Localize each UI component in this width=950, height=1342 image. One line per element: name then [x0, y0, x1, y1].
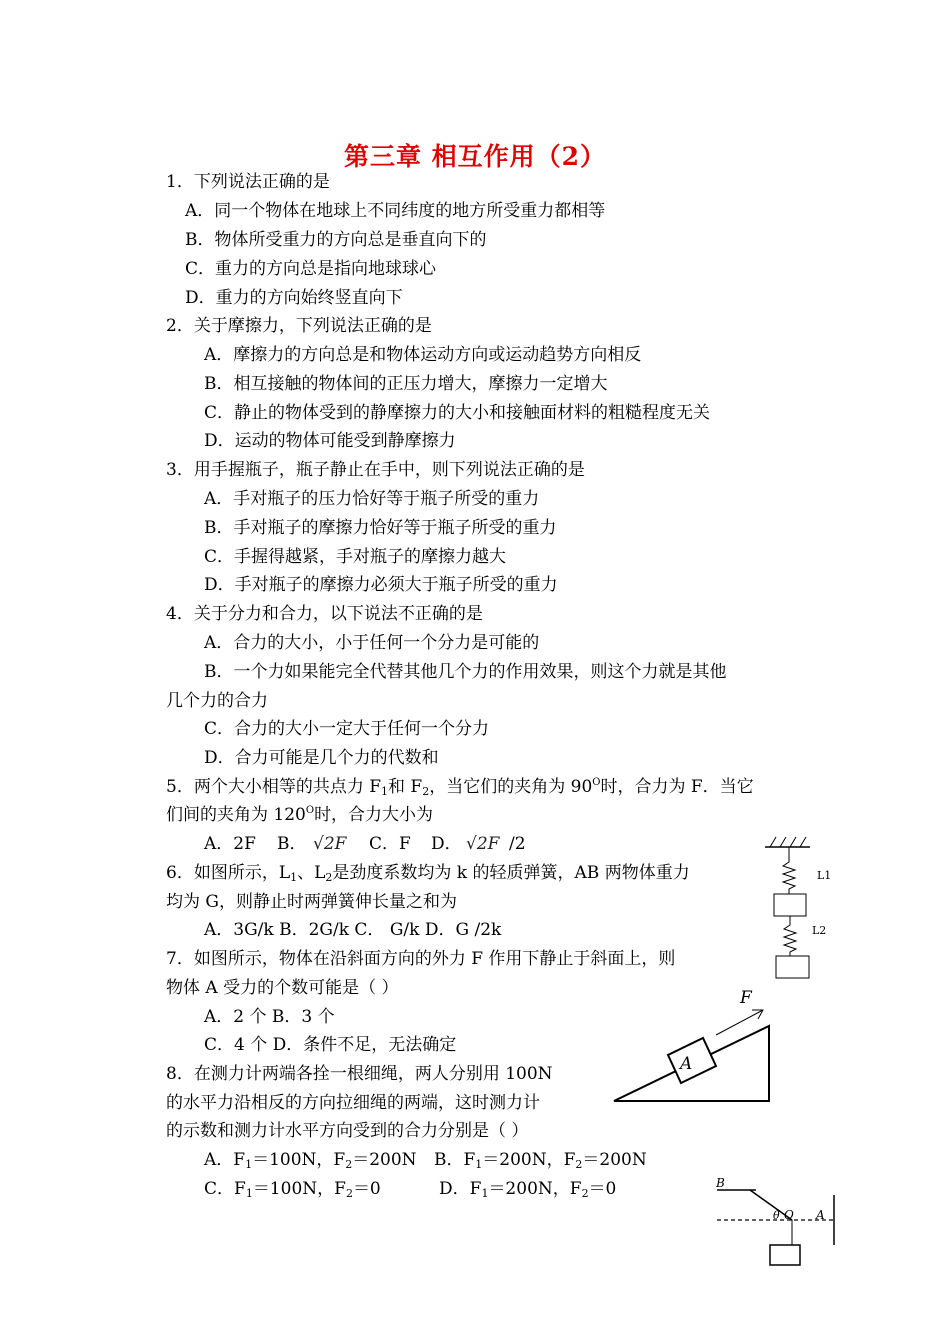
- label-a: A: [816, 1208, 825, 1222]
- q7-line1: 7．如图所示，物体在沿斜面方向的外力 F 作用下静止于斜面上，则: [166, 949, 676, 969]
- q4-stem: 4．关于分力和合力，以下说法不正确的是: [166, 604, 483, 624]
- force-f-label: F: [740, 988, 752, 1008]
- q1-option-a: A．同一个物体在地球上不同纬度的地方所受重力都相等: [185, 201, 606, 221]
- hanging-weight-figure: [712, 1175, 844, 1275]
- label-l1: L1: [817, 869, 832, 882]
- q5-option-d: D．: [431, 834, 462, 854]
- q8-option-a: A．$F_1=100N$，$F_2=200N$: [204, 1150, 417, 1171]
- q2-option-a: A．摩擦力的方向总是和物体运动方向或运动趋势方向相反: [204, 345, 642, 365]
- q4-option-b: B．一个力如果能完全代替其他几个力的作用效果，则这个力就是其他: [204, 662, 727, 682]
- q3-option-d: D．手对瓶子的摩擦力必须大于瓶子所受的重力: [204, 575, 558, 595]
- page-title: 第三章 相互作用（2）: [343, 142, 607, 171]
- q5-slash-two: /2: [509, 834, 526, 854]
- hanging-block: [770, 1245, 800, 1265]
- q1-option-b: B．物体所受重力的方向总是垂直向下的: [185, 230, 487, 250]
- q7-line2: 物体 A 受力的个数可能是（ ）: [166, 978, 399, 998]
- block-a-label: A: [680, 1054, 693, 1074]
- q1-option-c: C．重力的方向总是指向地球球心: [185, 259, 437, 279]
- q6-options: A．3G/k B．2G/k C． G/k D．G /2k: [204, 920, 502, 940]
- q4-option-c: C．合力的大小一定大于任何一个分力: [204, 719, 490, 739]
- label-b: B: [716, 1176, 725, 1190]
- q4-option-d: D．合力可能是几个力的代数和: [204, 748, 439, 768]
- q3-stem: 3．用手握瓶子，瓶子静止在手中，则下列说法正确的是: [166, 460, 585, 480]
- q6-line2: 均为 G，则静止时两弹簧伸长量之和为: [166, 892, 457, 912]
- q2-option-c: C．静止的物体受到的静摩擦力的大小和接触面材料的粗糙程度无关: [204, 403, 711, 423]
- q1-stem: 1．下列说法正确的是: [166, 172, 330, 192]
- q3-option-b: B．手对瓶子的摩擦力恰好等于瓶子所受的重力: [204, 518, 557, 538]
- q2-stem: 2．关于摩擦力，下列说法正确的是: [166, 316, 432, 336]
- q5-option-a: A．2F: [204, 834, 256, 854]
- q5-option-c: C．F: [369, 834, 411, 854]
- q4-option-a: A．合力的大小，小于任何一个分力是可能的: [204, 633, 540, 653]
- spring-system-figure: [760, 832, 840, 982]
- incline-figure: [606, 988, 776, 1108]
- q1-option-d: D．重力的方向始终竖直向下: [185, 288, 403, 308]
- q6-line1: 6．如图所示，$L_1$、$L_2$是劲度系数均为 k 的轻质弹簧，AB 两物体重力: [166, 863, 690, 884]
- label-theta: θ: [773, 1209, 780, 1222]
- spring-l2: [784, 916, 796, 956]
- q3-option-c: C．手握得越紧，手对瓶子的摩擦力越大: [204, 547, 507, 567]
- q4-option-b-continued: 几个力的合力: [166, 691, 268, 711]
- q5-line1: 5．两个大小相等的共点力 $F_1$和 $F_2$，当它们的夹角为 $90^O$时，合力为 F．当它: [166, 777, 754, 798]
- q2-option-d: D．运动的物体可能受到静摩擦力: [204, 431, 456, 451]
- q3-option-a: A．手对瓶子的压力恰好等于瓶子所受的重力: [204, 489, 540, 509]
- block-b: [776, 956, 809, 978]
- spring-l1: [783, 847, 795, 894]
- q5-option-b: B．: [277, 834, 307, 854]
- q8-line2: 的水平力沿相反的方向拉细绳的两端，这时测力计: [166, 1093, 540, 1113]
- q8-option-b: B．$F_1=200N$，$F_2=200N$: [434, 1150, 647, 1171]
- label-o: O: [784, 1208, 794, 1222]
- q7-options-ab: A．2 个 B．3 个: [204, 1007, 335, 1027]
- block-a: [774, 894, 806, 916]
- label-l2: L2: [812, 924, 827, 937]
- q8-line3: 的示数和测力计水平方向受到的合力分别是（ ）: [166, 1121, 529, 1141]
- q8-option-c: C．$F_1=100N$，$F_2=0$: [204, 1179, 381, 1200]
- q7-options-cd: C．4 个 D．条件不足，无法确定: [204, 1035, 457, 1055]
- q5-line2: 们间的夹角为 $120^O$时，合力大小为: [166, 805, 434, 825]
- q5-sqrt-expression-b: √2F: [313, 834, 347, 854]
- q5-sqrt-expression-d: √2F: [466, 834, 500, 854]
- q2-option-b: B．相互接触的物体间的正压力增大，摩擦力一定增大: [204, 374, 608, 394]
- q8-option-d: D．$F_1=200N$，$F_2=0$: [439, 1179, 617, 1200]
- q8-line1: 8．在测力计两端各拴一根细绳，两人分别用 100N: [166, 1064, 553, 1084]
